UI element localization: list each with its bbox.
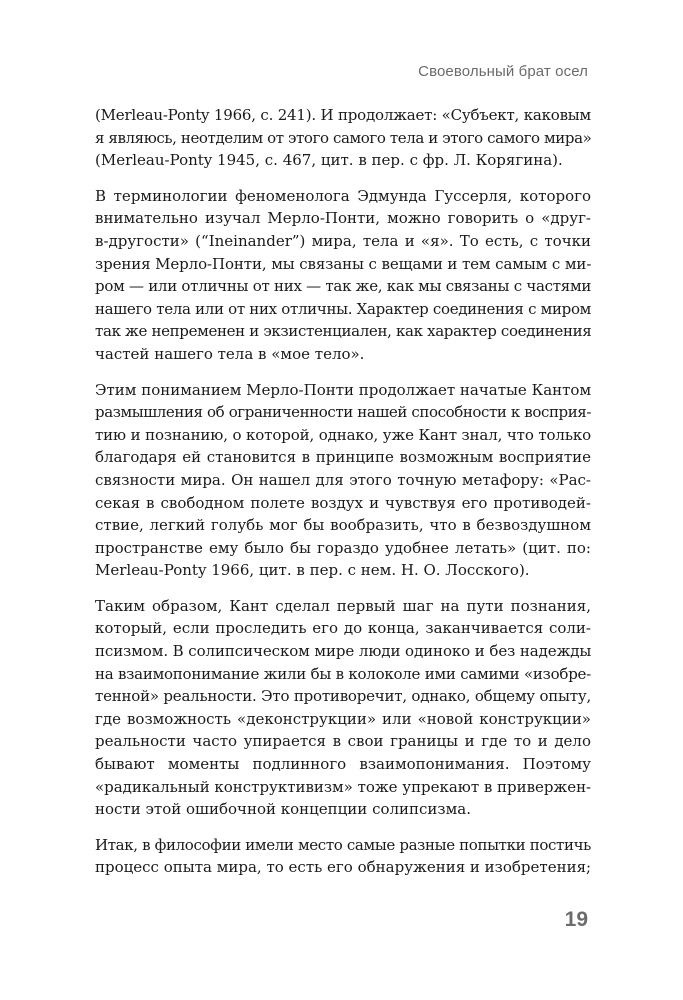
paragraph-3 — [95, 379, 591, 582]
text-line: в-другости» (“Ineinander”) мира, тела и «я». То есть, с точки — [95, 231, 591, 250]
text-line: (Merleau-Ponty 1966, с. 241). И продолжает: «Субъект, каковым — [95, 106, 591, 124]
paragraph-5 — [95, 834, 591, 879]
body-text — [95, 104, 591, 892]
text-line: Таким образом, Кант сделал первый шаг на пути познания, — [95, 596, 591, 615]
text-line: нашего тела или от них отличны. Характер соединения с миром — [95, 299, 591, 318]
text-line: пcизмом. В солипсическом мире люди одиноко и без надежды — [95, 642, 592, 661]
text-line: Итак, в философии имели место самые разные попытки постичь — [95, 835, 591, 854]
text-line: секая в свободном полете воздух и чувствуя его противодей- — [95, 493, 591, 512]
running-title: Своевольный брат осел — [418, 63, 588, 80]
text-line: так же непременен и экзистенциален, как характер соединения — [95, 322, 592, 341]
text-line: В терминологии феноменолога Эдмунда Гуссерля, которого — [95, 186, 591, 205]
text-line: (Merleau-Ponty 1945, с. 467, цит. в пер. с фр. Л. Корягина). — [95, 151, 563, 170]
text-line: на взаимопонимание жили бы в колоколе ими самими «изобре- — [95, 664, 591, 683]
text-line: пространстве ему было бы гораздо удобнее летать» (цит. по: — [95, 538, 591, 557]
text-line: ствие, легкий голубь мог бы вообразить, что в безвоздушном — [95, 516, 591, 535]
text-line: я являюсь, неотделим от этого самого тела и этого самого мира» — [95, 128, 592, 147]
text-line: который, если проследить его до конца, заканчивается соли- — [95, 619, 591, 638]
text-line: внимательно изучал Мерло-Понти, можно говорить о «друг- — [95, 209, 591, 228]
paragraph-4 — [95, 595, 591, 821]
text-line: «радикальный конструктивизм» тоже упрекают в привержен- — [95, 777, 592, 796]
text-line: тенной» реальности. Это противоречит, однако, общему опыту, — [95, 687, 591, 706]
text-line: частей нашего тела в «мое тело». — [95, 344, 365, 363]
text-line: где возможность «деконструкции» или «новой конструкции» — [95, 709, 591, 728]
text-line: ности этой ошибочной концепции солипсизма. — [95, 800, 471, 819]
text-line: зрения Мерло-Понти, мы связаны с вещами и тем самым с ми- — [95, 254, 592, 273]
text-line: размышления об ограниченности нашей способности к восприя- — [95, 403, 591, 422]
text-line: реальности часто упирается в свои границы и где то и дело — [95, 732, 591, 751]
text-line: тию и познанию, о которой, однако, уже Кант знал, что только — [95, 425, 591, 444]
paragraph-1 — [95, 104, 591, 172]
paragraph-2 — [95, 185, 591, 366]
text-line: бывают моменты подлинного взаимопонимания. Поэтому — [95, 755, 591, 774]
text-line: Этим пониманием Мерло-Понти продолжает начатые Кантом — [95, 380, 592, 399]
text-line: благодаря ей становится в принципе возможным восприятие — [95, 448, 591, 467]
text-line: процесс опыта мира, то есть его обнаружения и изобретения; — [95, 858, 592, 877]
text-line: связности мира. Он нашел для этого точную метафору: «Рас- — [95, 470, 591, 489]
text-line: ром — или отличны от них — так же, как мы связаны с частями — [95, 277, 592, 296]
page-number: 19 — [564, 908, 588, 931]
text-line: Merleau-Ponty 1966, цит. в пер. с нем. Н. О. Лосского). — [95, 561, 530, 580]
